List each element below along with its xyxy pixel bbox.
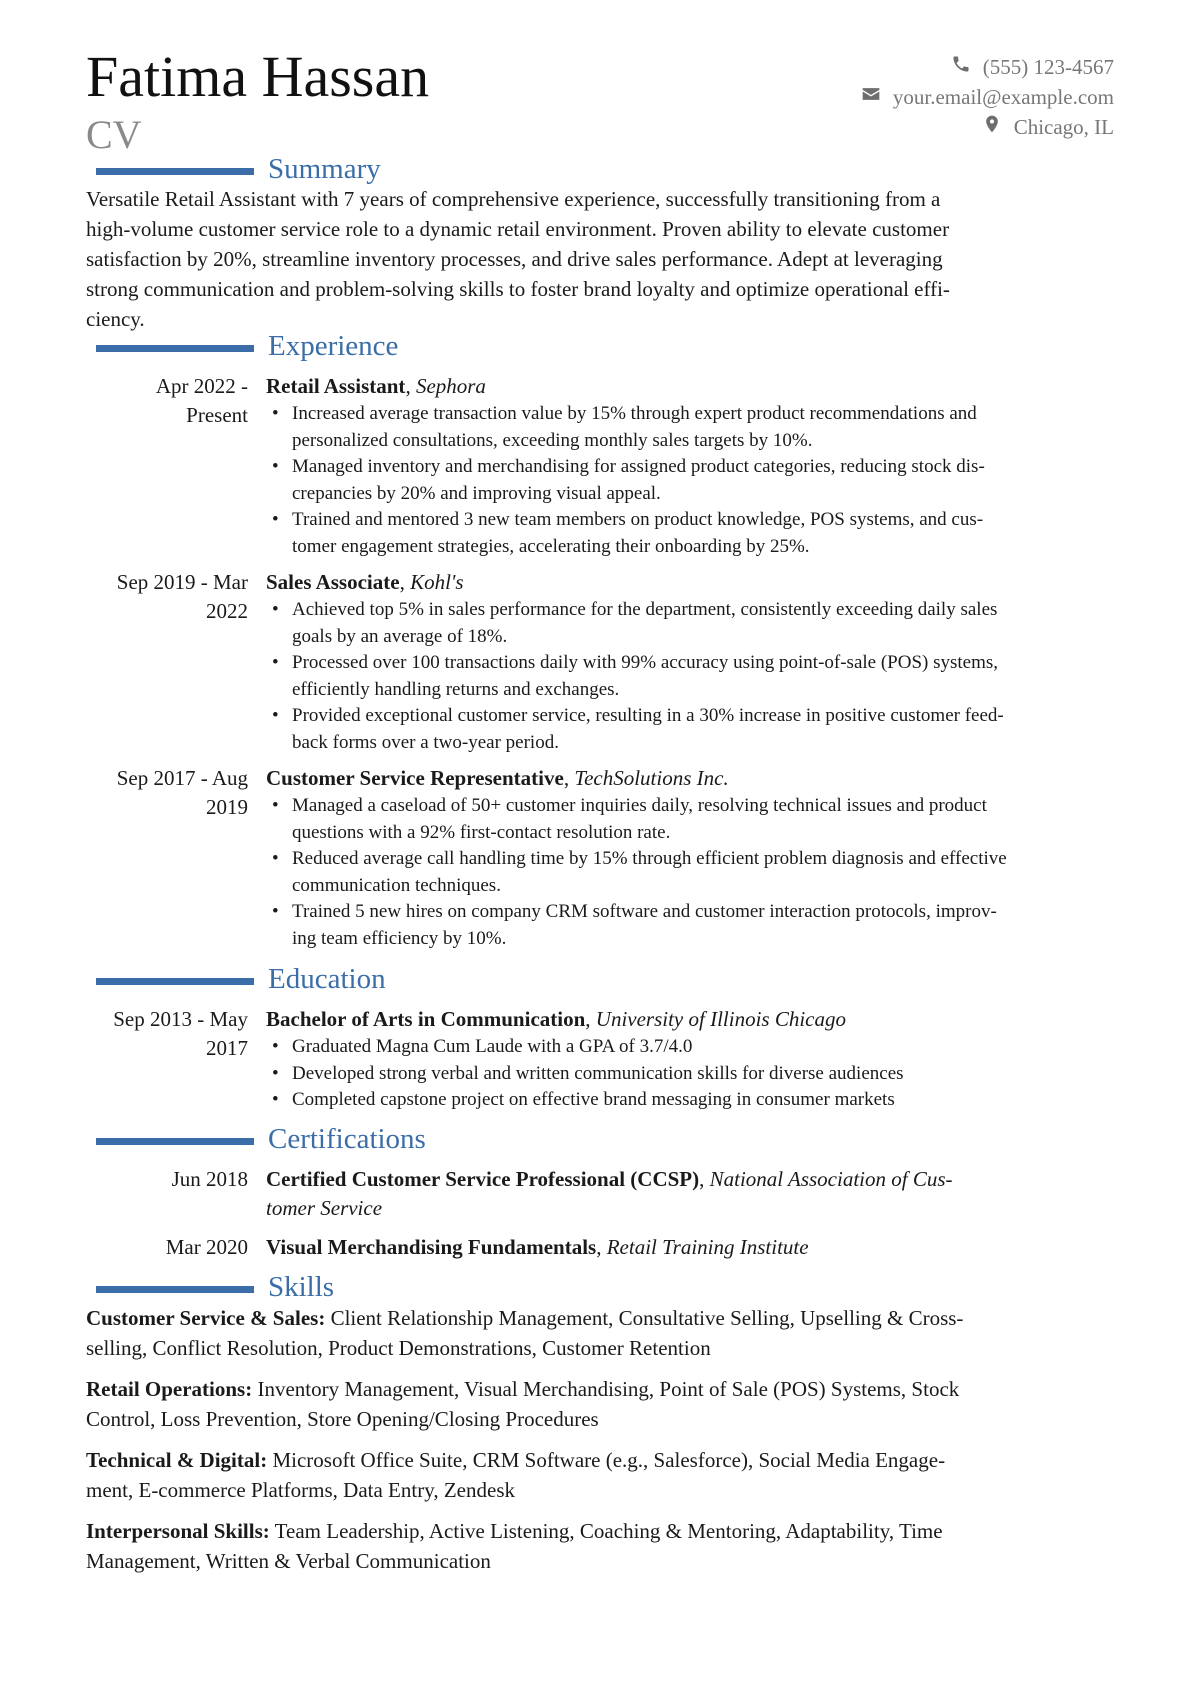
school-name: University of Illinois Chicago [595, 1007, 847, 1031]
bullet-list [266, 1034, 1116, 1114]
bullet-item: • Completed capstone project on effective brand messaging in consumer markets [266, 1087, 1116, 1114]
entry-content [266, 1005, 1116, 1114]
document-subtitle: CV [86, 112, 142, 157]
section-education-heading [96, 962, 386, 996]
bullet-line: • Increased average transaction value by 15% through expert product recommendations and [292, 403, 977, 424]
section-bar [96, 1286, 254, 1293]
bullet-item: • Developed strong verbal and written communication skills for diverse audiences [266, 1061, 1116, 1088]
summary-line: strong communication and problem-solving skills to foster brand loyalty and optimize operational effi- [86, 277, 950, 301]
bullet-list [266, 793, 1116, 952]
entry-title: Retail Assistant, Sephora [266, 374, 486, 398]
bullet-line: questions with a 92% first-contact resolution rate. [292, 821, 671, 843]
bullet-item [266, 846, 1116, 899]
skill-line [86, 1516, 1116, 1546]
section-title: Skills [268, 1271, 335, 1303]
bullet-item [266, 793, 1116, 846]
skill-group [86, 1516, 1116, 1576]
bullet-line: communication techniques. [292, 874, 501, 896]
entry-date [86, 764, 248, 822]
bullet-item [266, 650, 1116, 703]
company-name: TechSolutions Inc. [574, 766, 729, 790]
section-summary-heading [96, 152, 381, 186]
section-title: Summary [268, 153, 381, 185]
section-experience-heading [96, 329, 398, 363]
bullet-item [266, 703, 1116, 756]
skill-line: selling, Conflict Resolution, Product Demonstrations, Customer Retention [86, 1336, 711, 1360]
skill-category: Retail Operations: [86, 1377, 253, 1401]
skill-group [86, 1303, 1116, 1363]
bullet-item [266, 507, 1116, 560]
phone-icon [951, 54, 971, 80]
bullet-item: • Graduated Magna Cum Laude with a GPA of 3.7/4.0 [266, 1034, 1116, 1061]
summary-line: ciency. [86, 307, 145, 331]
summary-line: Versatile Retail Assistant with 7 years of comprehensive experience, successfully transitioning from a [86, 187, 941, 211]
bullet-item [266, 597, 1116, 650]
bullet-line: • Managed inventory and merchandising for assigned product categories, reducing stock dis- [292, 456, 985, 477]
date-line: 2022 [206, 599, 248, 623]
candidate-name: Fatima Hassan [86, 44, 430, 109]
bullet-item [266, 454, 1116, 507]
skill-category: Interpersonal Skills: [86, 1519, 270, 1543]
skill-list: Team Leadership, Active Listening, Coaching & Mentoring, Adaptability, Time [274, 1519, 943, 1543]
bullet-item [266, 899, 1116, 952]
entry-content [266, 764, 1116, 952]
company-name: Kohl's [410, 570, 464, 594]
date-line: Apr 2022 - [155, 374, 248, 398]
summary-paragraph [86, 184, 1116, 334]
summary-line: satisfaction by 20%, streamline inventory processes, and drive sales performance. Adept at leveraging [86, 247, 943, 271]
skill-line: ment, E-commerce Platforms, Data Entry, Zendesk [86, 1478, 515, 1502]
section-bar [96, 168, 254, 175]
certification-name: Certified Customer Service Professional (CCSP) [266, 1167, 700, 1191]
section-bar [96, 345, 254, 352]
skill-category: Customer Service & Sales: [86, 1306, 326, 1330]
skill-group [86, 1445, 1116, 1505]
bullet-line: • Reduced average call handling time by 15% through efficient problem diagnosis and effective [292, 848, 1007, 869]
summary-line: high-volume customer service role to a dynamic retail environment. Proven ability to elevate customer [86, 217, 950, 241]
contact-block [861, 52, 1114, 142]
entry-date [86, 372, 248, 430]
job-role: Retail Assistant [266, 374, 406, 398]
contact-phone [861, 52, 1114, 82]
map-pin-icon [982, 114, 1002, 140]
skill-list: Inventory Management, Visual Merchandising, Point of Sale (POS) Systems, Stock [257, 1377, 960, 1401]
job-role: Customer Service Representative [266, 766, 564, 790]
section-title: Experience [268, 330, 399, 362]
phone-text: (555) 123-4567 [982, 54, 1114, 79]
date-line: 2019 [206, 795, 248, 819]
skill-list: Client Relationship Management, Consultative Selling, Upselling & Cross- [330, 1306, 964, 1330]
entry-title: Sales Associate, Kohl's [266, 570, 464, 594]
company-name: Sephora [415, 374, 486, 398]
date-line: Sep 2017 - Aug [116, 766, 248, 790]
skill-line: Control, Loss Prevention, Store Opening/Closing Procedures [86, 1407, 599, 1431]
bullet-line: goals by an average of 18%. [292, 625, 508, 647]
entry-title: Bachelor of Arts in Communication, University of Illinois Chicago [266, 1007, 847, 1031]
entry-content [266, 1165, 1116, 1223]
entry-content [266, 1233, 1116, 1262]
issuer-name: Retail Training Institute [606, 1235, 809, 1259]
bullet-line: ing team efficiency by 10%. [292, 927, 507, 949]
date-line: Sep 2019 - Mar [116, 570, 248, 594]
bullet-line: • Processed over 100 transactions daily with 99% accuracy using point-of-sale (POS) systems, [292, 652, 999, 673]
skill-line: Management, Written & Verbal Communication [86, 1549, 491, 1573]
date-line: 2017 [206, 1036, 248, 1060]
contact-location [861, 112, 1114, 142]
section-title: Education [268, 963, 386, 995]
envelope-icon [861, 84, 881, 110]
section-skills-heading [96, 1270, 334, 1304]
entry-date [86, 568, 248, 626]
email-link[interactable]: your.email@example.com [892, 84, 1114, 109]
section-bar [96, 978, 254, 985]
entry-date [86, 1005, 248, 1063]
issuer-name: tomer Service [266, 1196, 383, 1220]
entry-content [266, 568, 1116, 756]
bullet-line: • Managed a caseload of 50+ customer inquiries daily, resolving technical issues and product [292, 795, 987, 816]
bullet-line: • Achieved top 5% in sales performance for the department, consistently exceeding daily sales [292, 599, 998, 620]
bullet-list [266, 401, 1116, 560]
entry-title: Customer Service Representative, TechSolutions Inc. [266, 766, 729, 790]
entry-title-continued [266, 1194, 1116, 1223]
degree-name: Bachelor of Arts in Communication [266, 1007, 586, 1031]
contact-email [861, 82, 1114, 112]
bullet-line: tomer engagement strategies, accelerating their onboarding by 25%. [292, 535, 810, 557]
section-bar [96, 1138, 254, 1145]
skill-line [86, 1445, 1116, 1475]
bullet-item [266, 401, 1116, 454]
entry-title: Visual Merchandising Fundamentals, Retail Training Institute [266, 1235, 809, 1259]
entry-date: Mar 2020 [165, 1235, 248, 1259]
issuer-name: National Association of Cus- [709, 1167, 953, 1191]
date-line: Sep 2013 - May [113, 1007, 248, 1031]
entry-date: Jun 2018 [171, 1167, 248, 1191]
job-role: Sales Associate [266, 570, 400, 594]
skill-line [86, 1374, 1116, 1404]
location-text: Chicago, IL [1013, 114, 1114, 139]
section-certifications-heading [96, 1122, 426, 1156]
entry-content [266, 372, 1116, 560]
skill-list: Microsoft Office Suite, CRM Software (e.g., Salesforce), Social Media Engage- [272, 1448, 946, 1472]
bullet-line: crepancies by 20% and improving visual appeal. [292, 482, 661, 504]
skill-group [86, 1374, 1116, 1434]
bullet-line: • Trained 5 new hires on company CRM software and customer interaction protocols, improv- [292, 901, 997, 922]
bullet-line: efficiently handling returns and exchanges. [292, 678, 620, 700]
certification-name: Visual Merchandising Fundamentals [266, 1235, 597, 1259]
entry-title: Certified Customer Service Professional (CCSP), National Association of Cus- [266, 1167, 953, 1191]
bullet-list [266, 597, 1116, 756]
skill-line [86, 1303, 1116, 1333]
skill-category: Technical & Digital: [86, 1448, 268, 1472]
date-line: Present [186, 403, 248, 427]
section-title: Certifications [268, 1123, 426, 1155]
bullet-line: • Trained and mentored 3 new team members on product knowledge, POS systems, and cus- [292, 509, 984, 530]
bullet-line: • Provided exceptional customer service, resulting in a 30% increase in positive customer feed- [292, 705, 1004, 726]
bullet-line: back forms over a two-year period. [292, 731, 559, 753]
bullet-line: personalized consultations, exceeding monthly sales targets by 10%. [292, 429, 813, 451]
